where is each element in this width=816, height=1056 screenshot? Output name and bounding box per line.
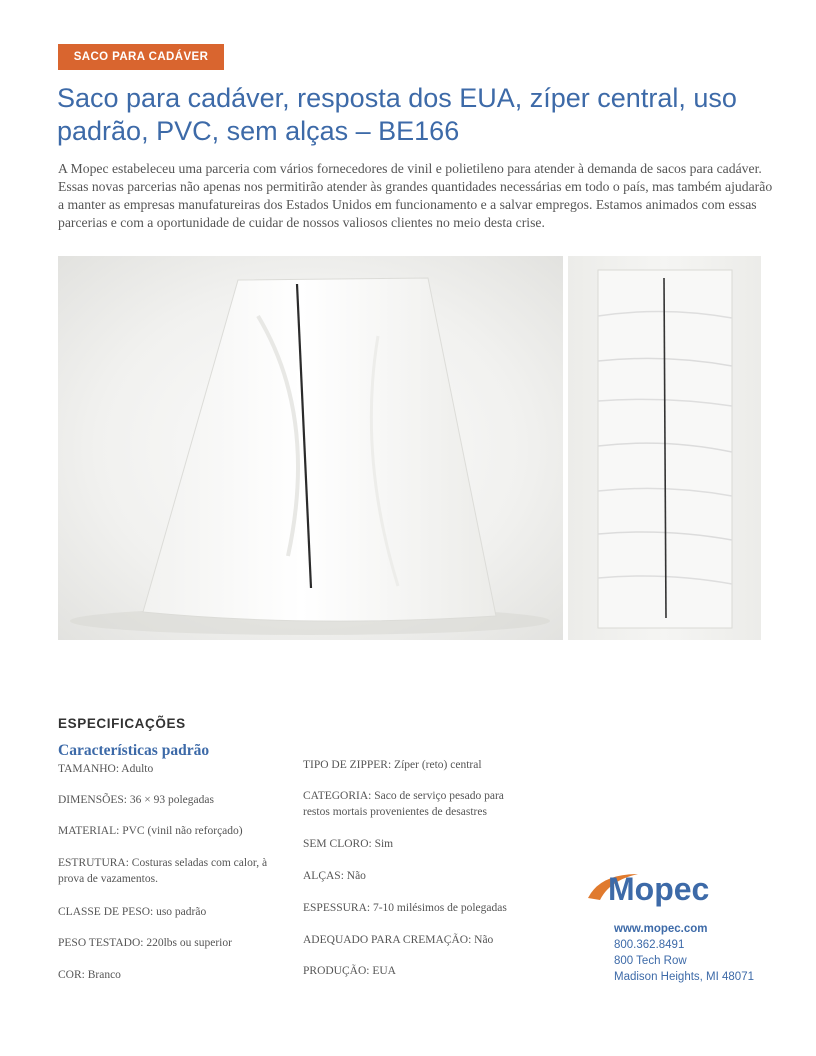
standard-features-subheading: Características padrão: [58, 742, 210, 759]
spec-color: COR: Branco: [58, 969, 121, 981]
spec-size: TAMANHO: Adulto: [58, 763, 154, 775]
body-bag-tapered-image: [58, 256, 563, 640]
spec-zipper-type: TIPO DE ZIPPER: Zíper (reto) central: [303, 759, 482, 771]
spec-weight-class: CLASSE DE PESO: uso padrão: [58, 906, 207, 918]
spec-tested-weight: PESO TESTADO: 220lbs ou superior: [58, 937, 232, 949]
spec-dimensions: DIMENSÕES: 36 × 93 polegadas: [58, 794, 214, 806]
spec-category: CATEGORIA: Saco de serviço pesado para restos mortais provenientes de desastres: [303, 790, 504, 818]
page-title: Saco para cadáver, resposta dos EUA, zíper central, uso padrão, PVC, sem alças – BE166: [57, 83, 737, 146]
category-badge: SACO PARA CADÁVER: [58, 44, 224, 70]
address-line-2: Madison Heights, MI 48071: [614, 971, 754, 983]
spec-structure: ESTRUTURA: Costuras seladas com calor, à prova de vazamentos.: [58, 857, 268, 885]
product-photo-flat-view: [568, 256, 761, 640]
logo-wordmark: Mopec: [608, 871, 710, 907]
body-bag-flat-image: [568, 256, 761, 640]
spec-chlorine-free: SEM CLORO: Sim: [303, 838, 394, 850]
address-line-1: 800 Tech Row: [614, 955, 687, 967]
website-link[interactable]: www.mopec.com: [614, 923, 708, 935]
phone-number: 800.362.8491: [614, 939, 685, 951]
spec-material: MATERIAL: PVC (vinil não reforçado): [58, 825, 243, 837]
spec-cremation: ADEQUADO PARA CREMAÇÃO: Não: [303, 934, 494, 946]
spec-handles: ALÇAS: Não: [303, 870, 366, 882]
spec-production: PRODUÇÃO: EUA: [303, 965, 396, 977]
mopec-logo: [586, 868, 736, 910]
intro-paragraph: A Mopec estabeleceu uma parceria com vários fornecedores de vinil e polietileno para atender à demanda de sacos para cadáver. Essas novas parcerias não apenas nos permitirão atender às grandes quantidades necessárias em todo o país, mas também ajudarão a manter as empresas manufatureiras dos Estados Unidos em funcionamento e a salvar empregos. Estamos animados com essas parcerias e com a oportunidade de cuidar de nossos valiosos clientes no meio desta crise.: [58, 161, 773, 230]
specifications-heading: ESPECIFICAÇÕES: [58, 716, 186, 731]
spec-thickness: ESPESSURA: 7-10 milésimos de polegadas: [303, 902, 507, 914]
mopec-swoosh-logo-icon: [586, 868, 736, 910]
product-photo-top-view: [58, 256, 563, 640]
contact-block: [614, 921, 754, 985]
